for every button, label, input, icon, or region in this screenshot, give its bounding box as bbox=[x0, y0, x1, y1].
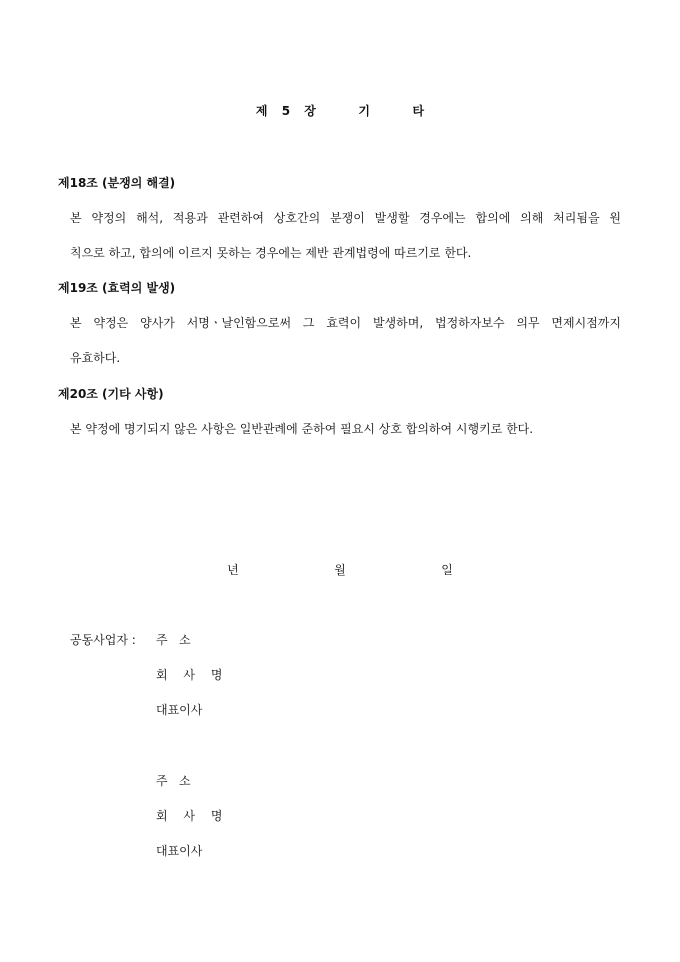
article-20-line-1: 본 약정에 명기되지 않은 사항은 일반관례에 준하여 필요시 상호 합의하여 시행키로 한다. bbox=[70, 422, 534, 436]
company-label-1: 회 사 명 bbox=[156, 668, 229, 682]
ceo-label-1: 대표이사 bbox=[156, 703, 203, 717]
article-20-heading: 제20조 (기타 사항) bbox=[58, 387, 164, 401]
article-18-heading: 제18조 (분쟁의 해결) bbox=[58, 176, 176, 190]
ceo-label-2: 대표이사 bbox=[156, 844, 203, 858]
company-label-2: 회 사 명 bbox=[156, 809, 229, 823]
article-19-line-2: 유효하다. bbox=[70, 351, 121, 365]
article-18-line-1: 본 약정의 해석, 적용과 관련하여 상호간의 분쟁이 발생할 경우에는 합의에 의해 처리됨을 원 bbox=[70, 211, 621, 225]
address-label-2: 주 소 bbox=[156, 774, 191, 788]
article-19-heading: 제19조 (효력의 발생) bbox=[58, 281, 176, 295]
article-18-line-2: 칙으로 하고, 합의에 이르지 못하는 경우에는 제반 관계법령에 따르기로 한다. bbox=[70, 246, 472, 260]
party-label: 공동사업자 : bbox=[70, 633, 136, 647]
article-19-line-1: 본 약정은 양사가 서명ㆍ날인함으로써 그 효력이 발생하며, 법정하자보수 의무 면제시점까지 bbox=[70, 316, 621, 330]
address-label-1: 주 소 bbox=[156, 633, 191, 647]
date-line: 년 월 일 bbox=[227, 563, 453, 577]
chapter-title: 제 5 장 기 타 bbox=[255, 104, 425, 118]
